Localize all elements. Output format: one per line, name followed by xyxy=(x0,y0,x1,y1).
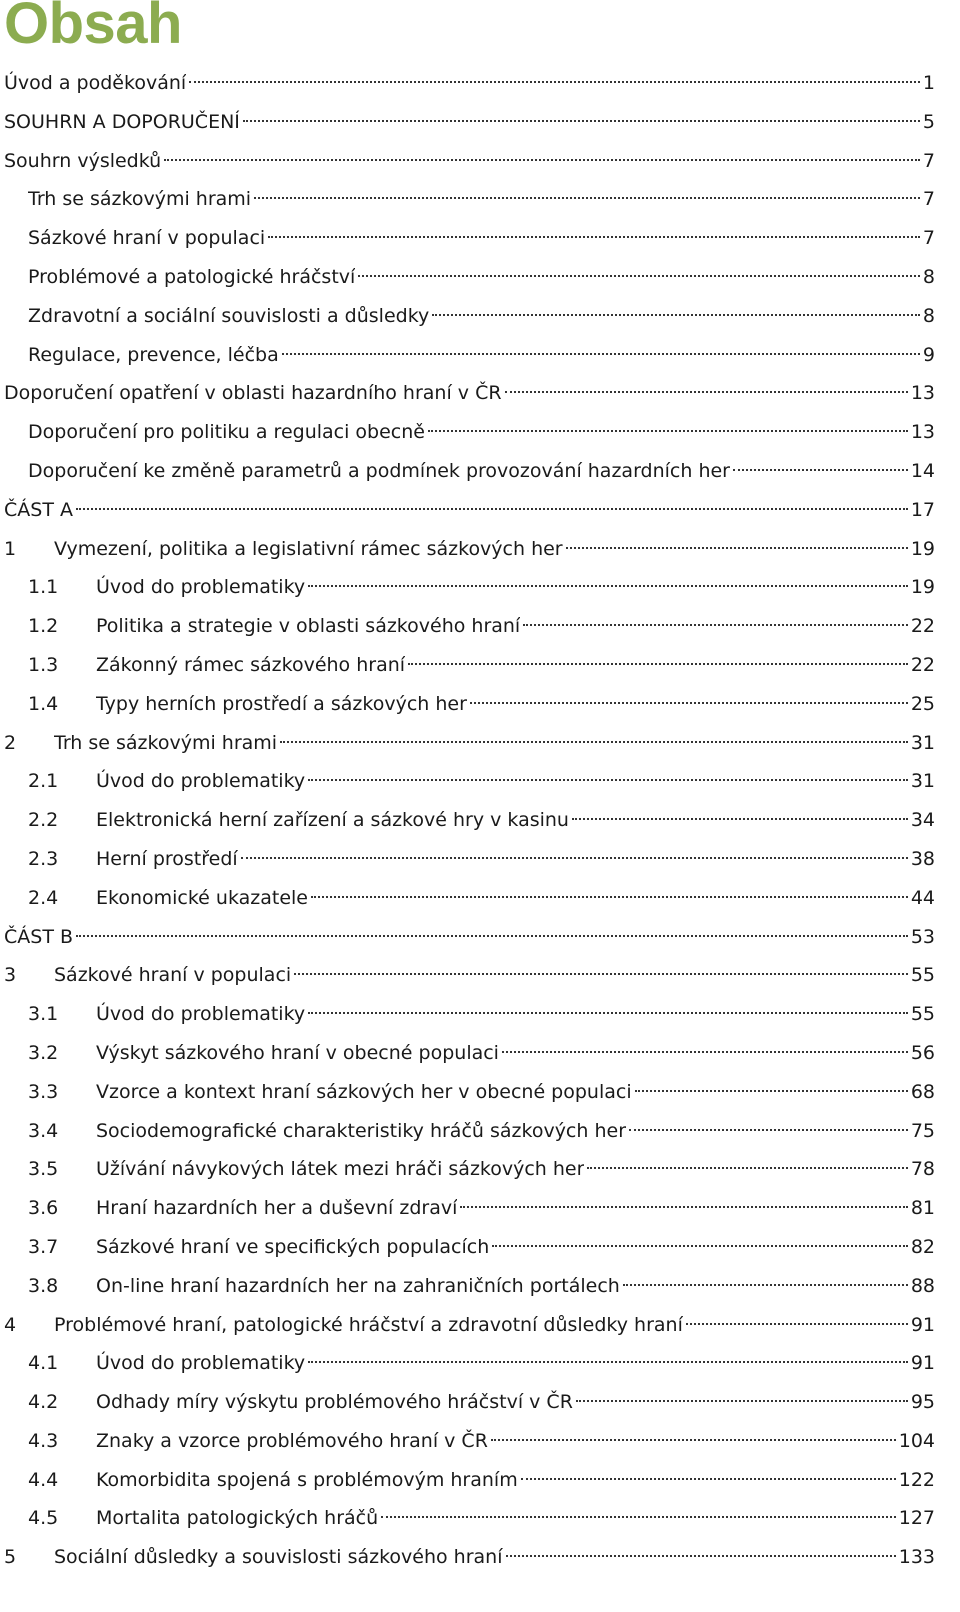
toc-entry[interactable] xyxy=(0,607,935,646)
toc-entry-label: Regulace, prevence, léčba xyxy=(28,343,279,366)
dot-leader xyxy=(76,935,908,937)
toc-entry-label: ČÁST B xyxy=(4,925,74,948)
toc-entry-label: Vzorce a kontext hraní sázkových her v obecné populaci xyxy=(96,1080,632,1103)
toc-entry[interactable] xyxy=(0,724,935,763)
toc-entry-page-number: 22 xyxy=(910,615,935,638)
toc-entry-page-number: 34 xyxy=(910,809,935,832)
toc-entry-label: Doporučení ke změně parametrů a podmínek provozování hazardních her xyxy=(28,459,730,482)
toc-entry[interactable] xyxy=(0,1499,935,1538)
toc-entry-page-number: 78 xyxy=(910,1158,935,1181)
toc-entry[interactable] xyxy=(0,568,935,607)
toc-entry-number: 1.4 xyxy=(28,692,59,715)
toc-entry-label: Ekonomické ukazatele xyxy=(96,886,308,909)
toc-entry-label: Zdravotní a sociální souvislosti a důsledky xyxy=(28,304,430,327)
toc-entry[interactable] xyxy=(0,1306,935,1345)
toc-entry-number: 3.5 xyxy=(28,1158,59,1181)
toc-entry-page-number: 1 xyxy=(922,72,935,94)
dot-leader xyxy=(189,81,920,83)
toc-entry[interactable] xyxy=(0,1073,935,1112)
toc-entry[interactable] xyxy=(0,685,935,724)
toc-entry-label: Úvod do problematiky xyxy=(96,1003,306,1026)
toc-entry-page-number: 7 xyxy=(922,149,935,172)
toc-entry-label: Sázkové hraní ve specifických populacích xyxy=(96,1235,490,1258)
dot-leader xyxy=(502,1051,908,1053)
toc-entry-page-number: 82 xyxy=(910,1235,935,1258)
dot-leader xyxy=(623,1284,908,1286)
toc-entry[interactable] xyxy=(0,374,935,413)
toc-entry-label: ČÁST A xyxy=(4,498,73,521)
toc-entry-label: Sázkové hraní v populaci xyxy=(28,227,266,250)
toc-entry-page-number: 133 xyxy=(898,1546,935,1569)
dot-leader xyxy=(491,1439,896,1441)
toc-entry[interactable] xyxy=(0,1461,935,1500)
toc-entry-page-number: 7 xyxy=(922,188,935,211)
dot-leader xyxy=(521,1478,896,1480)
dot-leader xyxy=(308,1012,908,1014)
toc-entry[interactable] xyxy=(0,646,935,685)
toc-entry-label: Herní prostředí xyxy=(96,847,238,870)
toc-entry-label: SOUHRN A DOPORUČENÍ xyxy=(4,110,240,133)
page-title: Obsah xyxy=(4,0,182,56)
toc-entry-number: 4.2 xyxy=(28,1391,59,1414)
toc-entry-label: Problémové hraní, patologické hráčství a zdravotní důsledky hraní xyxy=(54,1313,683,1336)
dot-leader xyxy=(243,120,920,122)
toc-entry[interactable] xyxy=(0,452,935,491)
toc-entry[interactable] xyxy=(0,1344,935,1383)
toc-entry-page-number: 127 xyxy=(898,1507,935,1530)
toc-entry-page-number: 95 xyxy=(910,1391,935,1414)
dot-leader xyxy=(587,1167,907,1169)
toc-entry-number: 3.3 xyxy=(28,1080,59,1103)
toc-entry-page-number: 56 xyxy=(910,1041,935,1064)
toc-entry-label: Politika a strategie v oblasti sázkového hraní xyxy=(96,615,521,638)
dot-leader xyxy=(408,663,908,665)
toc-entry-label: On-line hraní hazardních her na zahraničních portálech xyxy=(96,1274,620,1297)
dot-leader xyxy=(432,314,920,316)
toc-entry-label: Užívání návykových látek mezi hráči sázkových her xyxy=(96,1158,585,1181)
toc-entry-number: 1.3 xyxy=(28,653,59,676)
toc-entry-number: 1.2 xyxy=(28,615,59,638)
toc-entry[interactable] xyxy=(0,1538,935,1577)
toc-entry-label: Sázkové hraní v populaci xyxy=(54,964,292,987)
toc-entry-label: Úvod do problematiky xyxy=(96,1352,306,1375)
toc-entry[interactable] xyxy=(0,1267,935,1306)
toc-entry-number: 3.8 xyxy=(28,1274,59,1297)
toc-entry[interactable] xyxy=(0,530,935,569)
toc-entry-number: 2.2 xyxy=(28,809,59,832)
toc-entry-number: 3.4 xyxy=(28,1119,59,1142)
toc-entry-number: 4.1 xyxy=(28,1352,59,1375)
toc-entry[interactable] xyxy=(0,1383,935,1422)
toc-entry-label: Elektronická herní zařízení a sázkové hry v kasinu xyxy=(96,809,569,832)
toc-entry[interactable] xyxy=(0,1189,935,1228)
toc-entry-label: Znaky a vzorce problémového hraní v ČR xyxy=(96,1429,488,1452)
toc-entry-label: Úvod do problematiky xyxy=(96,770,306,793)
toc-entry-page-number: 55 xyxy=(910,964,935,987)
toc-entry-page-number: 104 xyxy=(898,1429,935,1452)
toc-entry-label: Vymezení, politika a legislativní rámec sázkových her xyxy=(54,537,563,560)
toc-entry[interactable] xyxy=(0,995,935,1034)
toc-entry-label: Trh se sázkovými hrami xyxy=(54,731,278,754)
toc-entry-label: Doporučení pro politiku a regulaci obecně xyxy=(28,421,425,444)
toc-entry-label: Sociodemografické charakteristiky hráčů sázkových her xyxy=(96,1119,627,1142)
toc-entry-label: Mortalita patologických hráčů xyxy=(96,1507,379,1530)
toc-entry[interactable] xyxy=(0,1228,935,1267)
toc-entry-number: 3.6 xyxy=(28,1197,59,1220)
toc-entry-page-number: 9 xyxy=(922,343,935,366)
dot-leader xyxy=(505,391,908,393)
toc-entry-page-number: 22 xyxy=(910,653,935,676)
dot-leader xyxy=(164,159,920,161)
toc-entry[interactable] xyxy=(0,1112,935,1151)
dot-leader xyxy=(308,585,908,587)
toc-entry-label: Doporučení opatření v oblasti hazardního hraní v ČR xyxy=(4,382,502,405)
toc-entry-page-number: 8 xyxy=(922,304,935,327)
toc-entry[interactable] xyxy=(0,956,935,995)
dot-leader xyxy=(470,702,908,704)
dot-leader xyxy=(523,624,908,626)
toc-entry-page-number: 53 xyxy=(910,925,935,948)
toc-entry-number: 4 xyxy=(4,1313,17,1336)
dot-leader xyxy=(635,1090,908,1092)
dot-leader xyxy=(308,779,908,781)
dot-leader xyxy=(76,508,908,510)
toc-entry-label: Zákonný rámec sázkového hraní xyxy=(96,653,406,676)
toc-entry[interactable] xyxy=(0,840,935,879)
toc-entry-page-number: 19 xyxy=(910,576,935,599)
toc-entry-label: Sociální důsledky a souvislosti sázkového hraní xyxy=(54,1546,503,1569)
toc-entry-number: 4.4 xyxy=(28,1468,59,1491)
toc-entry-page-number: 19 xyxy=(910,537,935,560)
toc-entry-page-number: 31 xyxy=(910,770,935,793)
toc-entry-number: 3.7 xyxy=(28,1235,59,1258)
dot-leader xyxy=(381,1516,896,1518)
toc-entry[interactable] xyxy=(0,879,935,918)
dot-leader xyxy=(733,469,908,471)
toc-entry[interactable] xyxy=(0,801,935,840)
toc-entry[interactable] xyxy=(0,413,935,452)
dot-leader xyxy=(506,1555,896,1557)
dot-leader xyxy=(241,857,908,859)
dot-leader xyxy=(576,1400,908,1402)
dot-leader xyxy=(268,236,920,238)
dot-leader xyxy=(566,547,908,549)
dot-leader xyxy=(358,275,920,277)
dot-leader xyxy=(311,896,908,898)
toc-entry[interactable] xyxy=(0,103,935,142)
toc-entry[interactable] xyxy=(0,491,935,530)
toc-entry-page-number: 38 xyxy=(910,847,935,870)
toc-entry-page-number: 88 xyxy=(910,1274,935,1297)
toc-entry-number: 2.4 xyxy=(28,886,59,909)
toc-entry-number: 4.3 xyxy=(28,1429,59,1452)
toc-entry[interactable] xyxy=(0,219,935,258)
toc-entry[interactable] xyxy=(0,918,935,957)
toc-entry-page-number: 13 xyxy=(910,382,935,405)
toc-entry-page-number: 17 xyxy=(910,498,935,521)
toc-entry[interactable] xyxy=(0,1422,935,1461)
toc-entry-label: Odhady míry výskytu problémového hráčství v ČR xyxy=(96,1391,573,1414)
toc-entry-number: 5 xyxy=(4,1546,17,1569)
toc-entry-number: 3.2 xyxy=(28,1041,59,1064)
dot-leader xyxy=(492,1245,908,1247)
toc-entry-page-number: 75 xyxy=(910,1119,935,1142)
toc-entry-number: 1 xyxy=(4,537,17,560)
toc-entry-number: 2.1 xyxy=(28,770,59,793)
toc-entry[interactable] xyxy=(0,1034,935,1073)
toc-entry-label: Komorbidita spojená s problémovým hraním xyxy=(96,1468,518,1491)
toc-entry[interactable] xyxy=(0,142,935,181)
dot-leader xyxy=(572,818,908,820)
toc-entry-page-number: 68 xyxy=(910,1080,935,1103)
dot-leader xyxy=(280,741,908,743)
dot-leader xyxy=(254,197,920,199)
toc-entry-page-number: 7 xyxy=(922,227,935,250)
dot-leader xyxy=(308,1361,908,1363)
toc-entry-number: 2.3 xyxy=(28,847,59,870)
dot-leader xyxy=(460,1206,907,1208)
toc-entry-page-number: 44 xyxy=(910,886,935,909)
dot-leader xyxy=(686,1323,908,1325)
toc-entry[interactable] xyxy=(0,762,935,801)
toc-entry[interactable] xyxy=(0,1150,935,1189)
toc-entry-label: Trh se sázkovými hrami xyxy=(28,188,252,211)
toc-entry-number: 2 xyxy=(4,731,17,754)
toc-entry-page-number: 122 xyxy=(898,1468,935,1491)
toc-entry-label: Výskyt sázkového hraní v obecné populaci xyxy=(96,1041,499,1064)
toc-entry-label: Hraní hazardních her a duševní zdraví xyxy=(96,1197,458,1220)
toc-entry-page-number: 31 xyxy=(910,731,935,754)
toc-entry-page-number: 91 xyxy=(910,1352,935,1375)
dot-leader xyxy=(428,430,908,432)
toc-entry[interactable] xyxy=(0,336,935,375)
toc-entry-page-number: 14 xyxy=(910,459,935,482)
toc-entry-label: Typy herních prostředí a sázkových her xyxy=(96,692,467,715)
dot-leader xyxy=(629,1129,908,1131)
toc-entry-number: 1.1 xyxy=(28,576,59,599)
toc-entry-page-number: 81 xyxy=(910,1197,935,1220)
toc-entry-label: Úvod a poděkování xyxy=(4,72,187,94)
toc-entry-label: Souhrn výsledků xyxy=(4,149,162,172)
toc-entry-page-number: 55 xyxy=(910,1003,935,1026)
toc-entry-page-number: 25 xyxy=(910,692,935,715)
toc-entry-number: 4.5 xyxy=(28,1507,59,1530)
toc-entry[interactable] xyxy=(0,180,935,219)
toc-entry-number: 3 xyxy=(4,964,17,987)
toc-entry-number: 3.1 xyxy=(28,1003,59,1026)
toc-entry[interactable] xyxy=(0,64,935,103)
toc-entry[interactable] xyxy=(0,258,935,297)
toc-entry-page-number: 91 xyxy=(910,1313,935,1336)
dot-leader xyxy=(282,353,920,355)
toc-entry-page-number: 5 xyxy=(922,110,935,133)
toc-entry[interactable] xyxy=(0,297,935,336)
dot-leader xyxy=(294,973,908,975)
toc-entry-label: Úvod do problematiky xyxy=(96,576,306,599)
toc-list xyxy=(0,64,935,1577)
toc-entry-label: Problémové a patologické hráčství xyxy=(28,265,356,288)
toc-entry-page-number: 8 xyxy=(922,265,935,288)
toc-entry-page-number: 13 xyxy=(910,421,935,444)
